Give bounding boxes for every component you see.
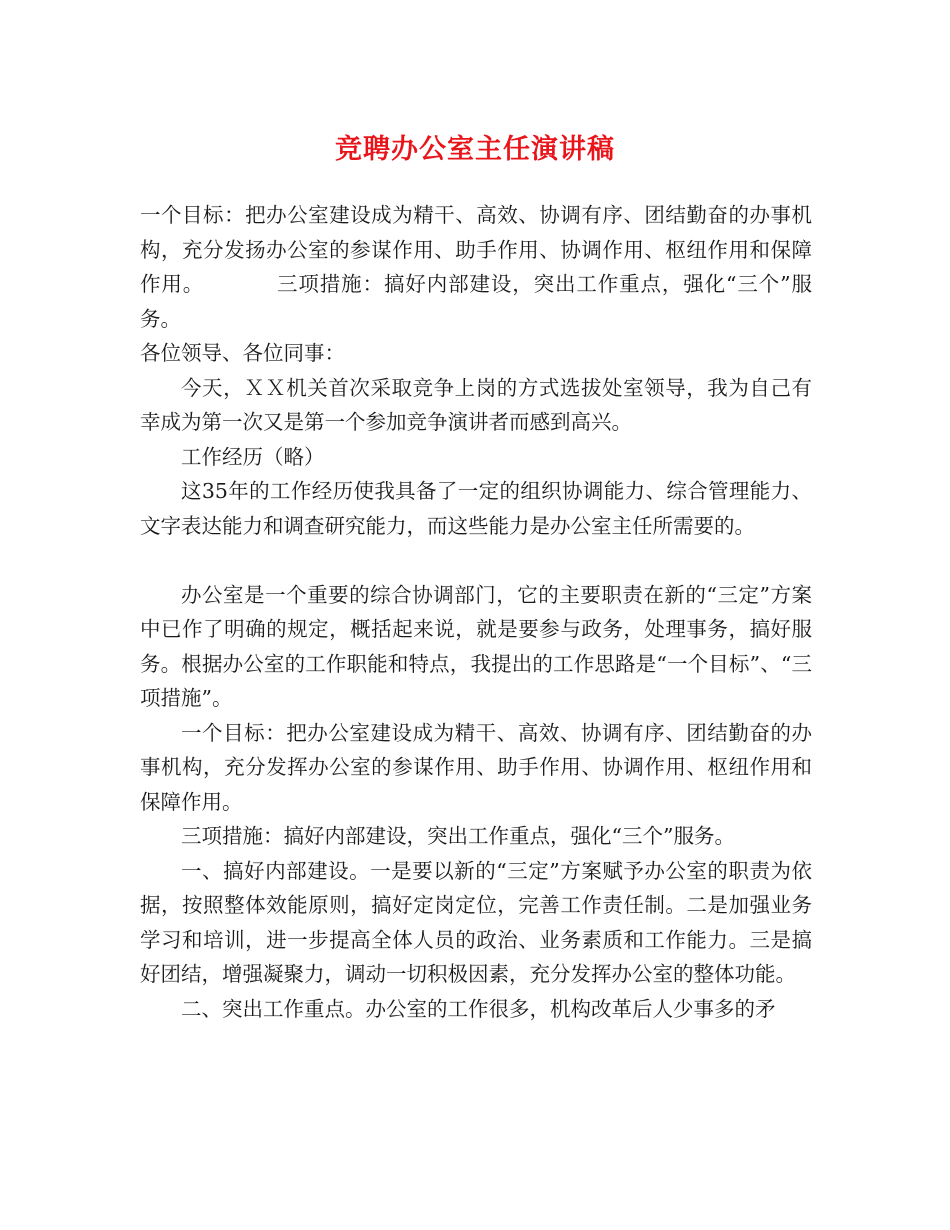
document-body: [140, 198, 812, 1026]
paragraph-measures: 三项措施：搞好内部建设，突出工作重点，强化“三个”服务。: [181, 824, 735, 848]
paragraph-internal-building: 一、搞好内部建设。一是要以新的“三定”方案赋予办公室的职责为依据，按照整体效能原则，搞好定岗定位，完善工作责任制。二是加强业务学习和培训，进一步提高全体人员的政治、业务素质和工作能力。三是搞好团结，增强凝聚力，调动一切积极因素，充分发挥办公室的整体功能。: [140, 858, 812, 986]
paragraph-gap: [140, 543, 812, 578]
abstract-goal: 一个目标：把办公室建设成为精干、高效、协调有序、团结勤奋的办事机构，充分发扬办公室的参谋作用、助手作用、协调作用、枢纽作用和保障作用。: [140, 203, 812, 296]
abstract-paragraph: [140, 198, 812, 336]
paragraph-goal: 一个目标：把办公室建设成为精干、高效、协调有序、团结勤奋的办事机构，充分发挥办公室的参谋作用、助手作用、协调作用、枢纽作用和保障作用。: [140, 720, 812, 814]
paragraph-work-history: 工作经历（略）: [181, 444, 325, 469]
paragraph-office-role: 办公室是一个重要的综合协调部门，它的主要职责在新的“三定”方案中已作了明确的规定，概括起来说，就是要参与政务，处理事务，搞好服务。根据办公室的工作职能和特点，我提出的工作思路是“一个目标”、“三项措施”。: [140, 582, 812, 710]
document-title: 竞聘办公室主任演讲稿: [335, 134, 615, 165]
abstract-measures: 三项措施：搞好内部建设，突出工作重点，强化“三个”服务。: [140, 272, 813, 331]
salutation: 各位领导、各位同事：: [140, 341, 345, 365]
paragraph-opening: 今天，ＸＸ机关首次采取竞争上岗的方式选拔处室领导，我为自己有幸成为第一次又是第一个参加竞争演讲者而感到高兴。: [140, 375, 812, 434]
paragraph-abilities: 这35年的工作经历使我具备了一定的组织协调能力、综合管理能力、文字表达能力和调查研究能力，而这些能力是办公室主任所需要的。: [140, 479, 812, 538]
paragraph-key-work: 二、突出工作重点。办公室的工作很多，机构改革后人少事多的矛: [181, 996, 776, 1021]
